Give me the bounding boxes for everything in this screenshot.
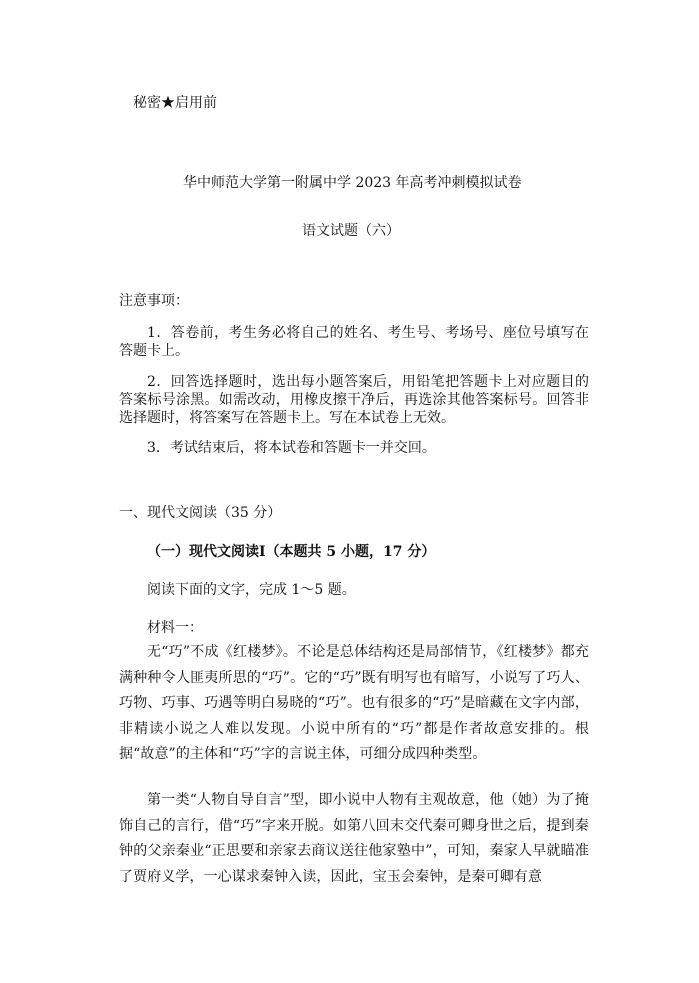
sub-section-heading: （一）现代文阅读Ⅰ（本题共 5 小题，17 分） <box>147 544 436 560</box>
section-heading: 一、现代文阅读（35 分） <box>119 505 282 521</box>
notice-item: 1．答卷前，考生务必将自己的姓名、考生号、考场号、座位号填写在答题卡上。 <box>119 325 589 359</box>
notice-heading: 注意事项： <box>119 293 189 309</box>
body-paragraph: 第一类“人物自导自言”型，即小说中人物有主观故意，他（她）为了掩饰自己的言行，借“巧”字来开脱。如第八回末交代秦可卿身世之后，提到秦钟的父亲秦业“正思要和亲家去商议送往他家塾中”，可知，秦家人早就瞄准了贾府义学，一心谋求秦钟入读，因此，宝玉会秦钟，是秦可卿有意 <box>119 792 589 885</box>
notice-item: 3．考试结束后，将本试卷和答题卡一并交回。 <box>147 440 436 456</box>
subject-title: 语文试题（六） <box>302 223 400 239</box>
confidential-label: 秘密★启用前 <box>133 95 217 111</box>
school-title: 华中师范大学第一附属中学 2023 年高考冲刺模拟试卷 <box>183 175 522 191</box>
body-paragraph: 无“巧”不成《红楼梦》。不论是总体结构还是局部情节，《红楼梦》都充满种种令人匪夷所思的“巧”。它的“巧”既有明写也有暗写，小说写了巧人、巧物、巧事、巧遇等明白易晓的“巧”。也有很多的“巧”是暗藏在文字内部，非精读小说之人难以发现。小说中所有的“巧”都是作者故意安排的。根据“故意”的主体和“巧”字的言说主体，可细分成四种类型。 <box>119 644 589 762</box>
notice-item: 2．回答选择题时，选出每小题答案后，用铅笔把答题卡上对应题目的答案标号涂黑。如需改动，用橡皮擦干净后，再选涂其他答案标号。回答非选择题时，将答案写在答题卡上。写在本试卷上无效。 <box>119 374 589 426</box>
reading-instruction: 阅读下面的文字，完成 1～5 题。 <box>147 582 356 598</box>
material-label: 材料一： <box>147 620 203 636</box>
